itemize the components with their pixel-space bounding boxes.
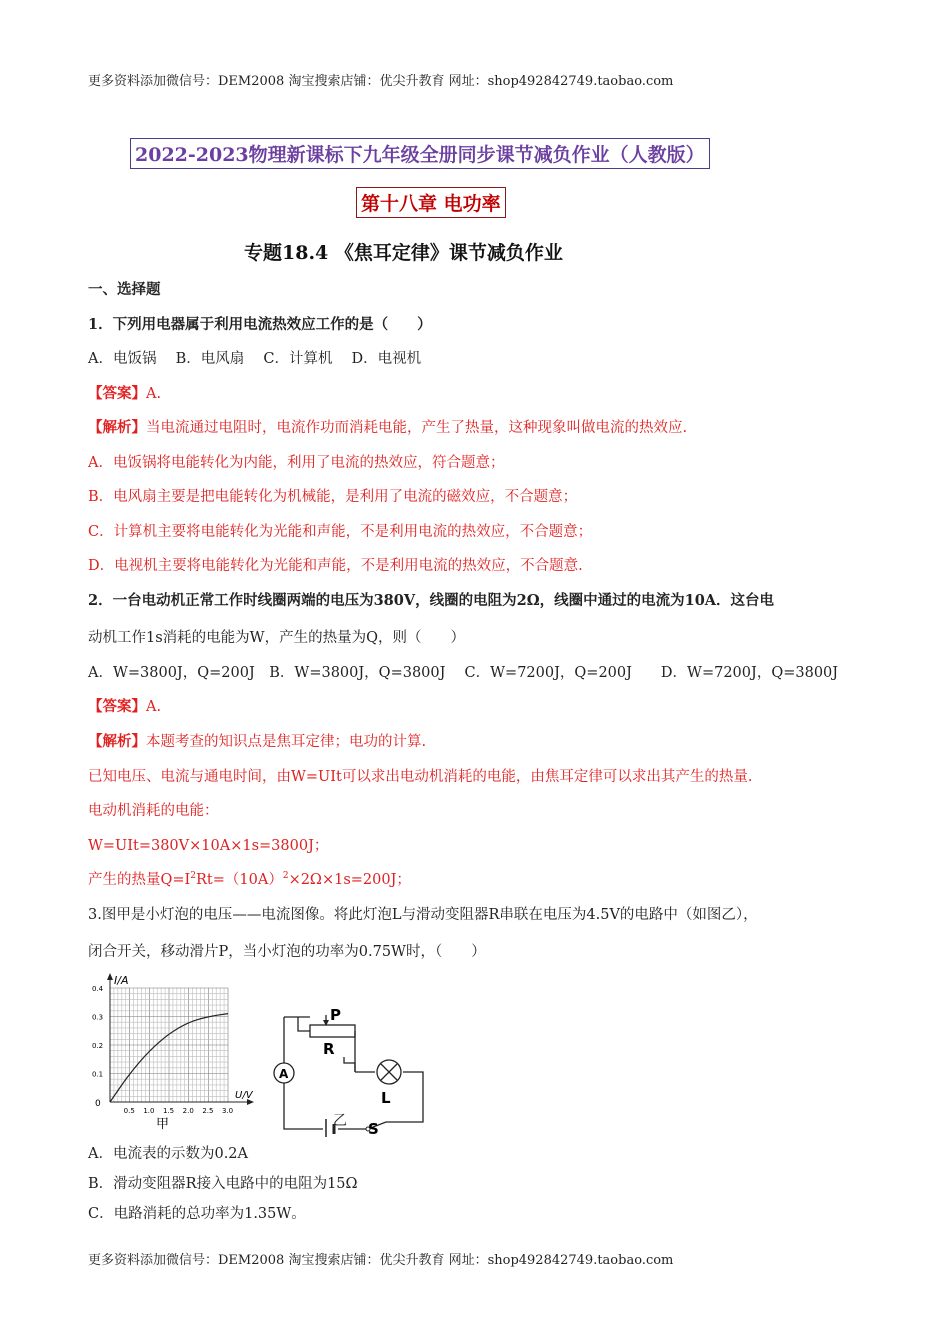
y-tick-label: 0.3 — [92, 1013, 104, 1022]
main-title: 2022-2023物理新课标下九年级全册同步课节减负作业（人教版） — [130, 138, 710, 169]
x-tick-label: 3.0 — [222, 1107, 234, 1115]
x-tick-label: 0.5 — [123, 1107, 135, 1115]
q3-stem-line1: 3.图甲是小灯泡的电压——电流图像。将此灯泡L与滑动变阻器R串联在电压为4.5V的电路中（如图乙）， — [88, 907, 758, 923]
label-s: S — [368, 1120, 379, 1137]
q1-options: A．电饭锅 B．电风扇 C．计算机 D．电视机 — [88, 351, 422, 367]
formula-sup: 2 — [282, 871, 289, 881]
x-axis-label: U/V — [235, 1090, 253, 1101]
answer-value: A. — [146, 699, 162, 715]
x-tick-label: 1.5 — [163, 1107, 175, 1115]
label-l: L — [381, 1089, 391, 1107]
q1-analysis-line: B．电风扇主要是把电能转化为机械能，是利用了电流的磁效应，不合题意； — [88, 489, 578, 505]
x-tick-label: 1.0 — [143, 1107, 155, 1115]
q1-analysis-line: A．电饭锅将电能转化为内能，利用了电流的热效应，符合题意； — [88, 455, 505, 471]
formula-part: Rt=（10A） — [196, 872, 283, 888]
q2-analysis — [88, 730, 426, 751]
q1-analysis — [88, 416, 687, 437]
q2-stem-line1: 2．一台电动机正常工作时线圈两端的电压为380V，线圈的电阻为2Ω，线圈中通过的电流为10A．这台电 — [88, 592, 775, 609]
y-tick-label: 0.2 — [92, 1042, 104, 1050]
formula-part: ×2Ω×1s=200J； — [288, 872, 411, 888]
q1-stem-text: 1．下列用电器属于利用电流热效应工作的是（ ） — [88, 316, 432, 333]
x-tick-label: 2.0 — [182, 1107, 194, 1115]
label-r: R — [323, 1040, 335, 1058]
wire — [284, 1083, 323, 1129]
wire — [298, 1017, 310, 1031]
q2-stem-line2: 动机工作1s消耗的电能为W，产生的热量为Q，则（ ） — [88, 630, 465, 646]
q2-analysis-line: 电动机消耗的电能： — [88, 803, 219, 819]
q1-analysis-line: C．计算机主要将电能转化为光能和声能，不是利用电流的热效应，不合题意； — [88, 524, 593, 540]
y-axis-label: I/A — [114, 974, 129, 987]
q2-options: A．W=3800J，Q=200J B．W=3800J，Q=3800J C．W=7200J，Q=200J D．W=7200J，Q=3800J — [88, 665, 839, 681]
analysis-text: 当电流通过电阻时，电流作功而消耗电能，产生了热量，这种现象叫做电流的热效应. — [146, 420, 688, 436]
q3-option: B．滑动变阻器R接入电路中的电阻为15Ω — [88, 1176, 358, 1192]
answer-tag: 【答案】 — [88, 698, 146, 715]
q3-stem-line2: 闭合开关，移动滑片P，当小灯泡的功率为0.75W时，（ ） — [88, 944, 486, 960]
formula-sup: 2 — [190, 871, 196, 881]
q2-analysis-line: W=UIt=380V×10A×1s=3800J； — [88, 838, 329, 854]
q3-option: C．电路消耗的总功率为1.35W。 — [88, 1206, 306, 1222]
rheostat-symbol — [310, 1025, 355, 1037]
label-p: P — [330, 1006, 341, 1024]
x-tick-labels — [124, 1107, 233, 1115]
q2-heat-formula — [88, 868, 411, 889]
graph-caption: 甲 — [156, 1117, 170, 1132]
slider-wire — [344, 1057, 355, 1072]
q1-stem — [88, 313, 432, 334]
y-axis-arrow — [107, 973, 113, 980]
chapter-title: 第十八章 电功率 — [356, 187, 506, 218]
formula-part: 产生的热量Q=I — [88, 872, 191, 888]
page-footer: 更多资料添加微信号：DEM2008 淘宝搜索店铺：优尖升教育 网址：shop492842749.taobao.com — [88, 1253, 674, 1268]
analysis-tag: 【解析】 — [88, 419, 146, 436]
section-heading: 一、选择题 — [88, 281, 161, 298]
analysis-text: 本题考查的知识点是焦耳定律；电功的计算. — [146, 734, 427, 750]
circuit-caption-label: 乙 — [333, 1113, 347, 1129]
origin-label: 0 — [95, 1099, 101, 1109]
answer-value: A. — [146, 386, 162, 402]
q1-analysis-line: D．电视机主要将电能转化为光能和声能，不是利用电流的热效应，不合题意. — [88, 558, 583, 574]
y-tick-label: 0.1 — [92, 1070, 104, 1079]
page-header: 更多资料添加微信号：DEM2008 淘宝搜索店铺：优尖升教育 网址：shop492842749.taobao.com — [88, 74, 674, 89]
q3-option: A．电流表的示数为0.2A — [88, 1146, 249, 1162]
y-tick-labels — [92, 985, 104, 1079]
iv-graph — [88, 970, 263, 1135]
x-tick-label: 2.5 — [202, 1107, 214, 1115]
q2-answer — [88, 695, 161, 716]
topic-title: 专题18.4 《焦耳定律》课节减负作业 — [244, 242, 563, 264]
y-tick-label: 0.4 — [92, 985, 104, 993]
analysis-tag: 【解析】 — [88, 733, 146, 750]
label-a: A — [279, 1067, 289, 1081]
graph-grid — [110, 988, 228, 1102]
q2-analysis-line: 已知电压、电流与通电时间，由W=UIt可以求出电动机消耗的电能，由焦耳定律可以求出其产生的热量. — [88, 769, 753, 785]
circuit-diagram — [268, 1005, 433, 1137]
answer-tag: 【答案】 — [88, 385, 146, 402]
q1-answer — [88, 382, 161, 403]
